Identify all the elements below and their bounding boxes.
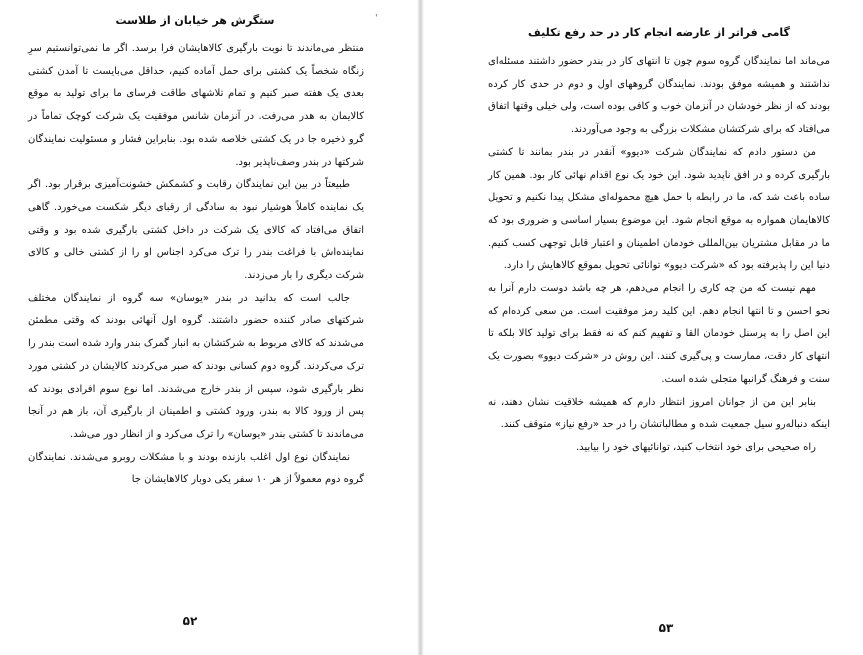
right-page-body <box>488 51 830 460</box>
left-page <box>0 0 417 655</box>
paragraph: راه صحیحی برای خود انتخاب کنید، توانائیهای خود را بیابید. <box>575 441 816 453</box>
paragraph: طبیعتاً در بین این نمایندگان رقابت و کشمکش خشونت‌آمیزی برقرار بود. اگر یک نماینده کاملاً هوشیار نبود به سادگی از رقبای دیگر شکست می‌خورد. گاهی اتفاق می‌افتاد که کالای یک شرکت در داخل کشتی بارگیری شده بود و وقتی نماینده‌اش با فراغت بندر را ترک می‌کرد اجناس او را از کشتی خالی و کالای شرکت دیگری را بار می‌زدند. <box>28 179 364 282</box>
paragraph: بنابر این من از جوانان امروز انتظار دارم که همیشه خلاقیت نشان دهند، نه اینکه دنباله‌رو سیل جمعیت شده و مطالباتشان را در حد «رفع نیاز» متوقف کنند. <box>488 396 830 431</box>
paragraph: منتظر می‌ماندند تا نوبت بارگیری کالاهایشان فرا برسد. اگر ما نمی‌توانستیم سرِ زنگاه شخصاً یک کشتی برای حمل آماده کنیم، حداقل می‌بایست تا آمدن کشتی بعدی یک هفته صبر کنیم و تمام تلاشهای طاقت فرسای ما برای تولید به موقع کالایمان به هدر می‌رفت. در آنزمان شانس موفقیت یک شرکت کوچک تماماً در گرو ذخیره جا در یک کشتی خلاصه شده بود. بنابراین فشار و مسئولیت نمایندگان شرکتها در بندر وصف‌ناپذیر بود. <box>28 43 364 168</box>
book-gutter <box>417 0 424 655</box>
header-mark: ˈ <box>375 14 378 24</box>
paragraph: من دستور دادم که نمایندگان شرکت «دیوو» آنقدر در بندر بمانند تا کشتی بارگیری کرده و در افق ناپدید شود. این خود یک نوع اقدام نهائی کار بود. همین کار ساده باعث شد که، ما در رابطه با حمل هیچ محموله‌ای مشکل پیدا نکنیم و تحویل کالاهایمان همواره به موقع انجام شود. این موضوع بسیار اساسی و ضروری بود که ما در مقابل مشتریان بین‌المللی خودمان اطمینان و اعتبار قابل توجهی کسب کنیم. دنیا این را پذیرفته بود که «شرکت دیوو» توانائی تحویل بموقع کالاهایش را دارد. <box>488 146 830 272</box>
paragraph: می‌ماند اما نمایندگان گروه سوم چون تا انتهای کار در بندر حضور داشتند مسئله‌ای نداشتند و همیشه موفق بودند. نمایندگان گروههای اول و دوم در حدی کار کرده بودند که از نظر خودشان در آنزمان خوب و کافی بوده است، ولی خیلی وقتها اتفاق می‌افتاد که برای شرکتشان مشکلات بزرگی به وجود می‌آوردند. <box>488 56 830 136</box>
running-head-right: گامی فراتر از عارضه انجام کار در حد رفع تکلیف <box>528 26 790 39</box>
paragraph: مهم نیست که من چه کاری را انجام می‌دهم، هر چه باشد دوست دارم آنرا به نحو احسن و تا انتها انجام دهم. این کلید رمز موفقیت است. من سعی کرده‌ام که این اصل را به پرسنل خودمان القا و تفهیم کنم که نه فقط برای تولید کالا بلکه تا انتهای کار دقت، ممارست و پی‌گیری کنند. این روش در «شرکت دیوو» بصورت یک سنت و فرهنگ گرانبها متجلی شده است. <box>488 283 830 385</box>
left-page-body <box>28 38 364 492</box>
right-page <box>424 0 863 655</box>
paragraph: جالب است که بدانید در بندر «یوسان» سه گروه از نمایندگان مختلف شرکتهای صادر کننده حضور داشتند. گروه اول آنهائی بودند که وقتی مطمئن می‌شدند که کالای مربوط به شرکتشان به انبار گمرک بندر وارد شده است بندر را ترک می‌کردند. گروه دوم کسانی بودند که صبر می‌کردند کالایشان در کشتی مورد نظر بارگیری شود، سپس از بندر خارج می‌شدند. اما نوع سوم افرادی بودند که پس از ورود کالا به بندر، ورود کشتی و اطمینان از بارگیری آن، باز هم در آنجا می‌ماندند تا کشتی بندر «یوسان» را ترک می‌کرد و از انظار دور می‌شد. <box>28 292 364 440</box>
running-head-left: ستگرش هر خیابان از طلاست <box>115 14 275 27</box>
page-number-right: ۵۳ <box>658 621 674 635</box>
paragraph: نمایندگان نوع اول اغلب بازنده بودند و با مشکلات روبرو می‌شدند. نمایندگان گروه دوم معمولاً از هر ۱۰ سفر یکی دوبار کالاهایشان جا <box>28 451 364 486</box>
page-number-left: ۵۲ <box>182 614 198 628</box>
